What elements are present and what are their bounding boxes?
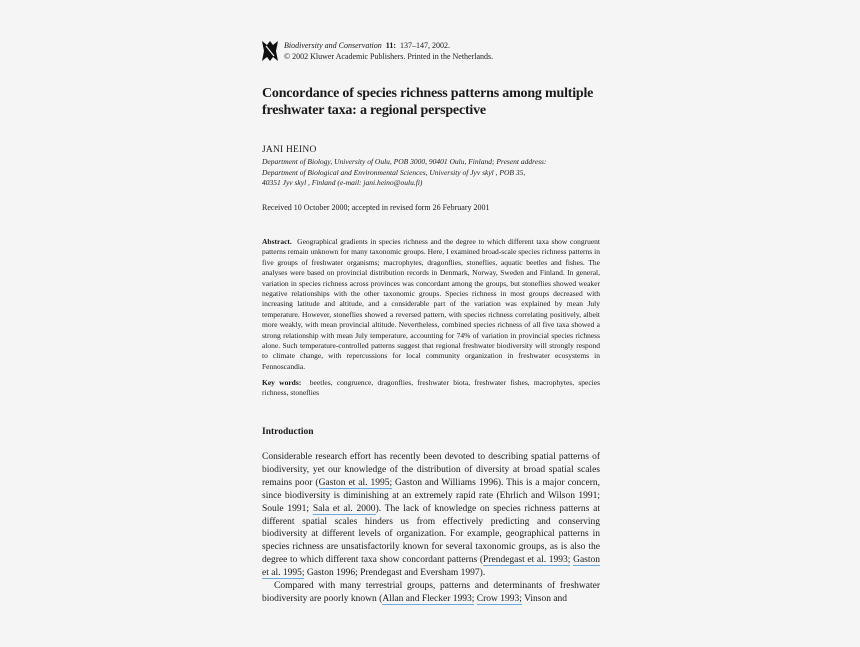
abstract — [262, 237, 600, 372]
article-title: Concordance of species richness patterns among multiple freshwater taxa: a regional perspective — [262, 86, 594, 118]
copyright-line: © 2002 Kluwer Academic Publishers. Printed in the Netherlands. — [284, 52, 494, 61]
abstract-text: Geographical gradients in species richness and the degree to which different taxa show congruent patterns remain unknown for many taxonomic groups. Here, I examined broad-scale species richness patterns in five groups of freshwater organisms; macrophytes, dragonflies, stoneflies, aquatic beetles and fishes. The analyses were based on provincial distribution records in Denmark, Norway, Sweden and Finland. In general, variation in species richness across provinces was concordant among the groups, but stoneflies showed weaker negative relationships with the other taxonomic groups. Species richness in most groups decreased with increasing latitude and altitude, and a considerable part of the variation was explained by mean July temperature. However, stoneflies showed a reversed pattern, with species richness correlating positively, albeit more weakly, with mean provincial altitude. Nevertheless, combined species richness of all five taxa showed a strong relationship with mean July temperature, accounting for 74% of variation in provincial species richness alone. Such temperature-controlled patterns suggest that regional freshwater biodiversity will strongly respond to climate change, with repercussions for local community organization in freshwater ecosystems in Fennoscandia. — [262, 237, 601, 371]
keywords — [262, 378, 600, 399]
keywords-text: beetles, congruence, dragonflies, freshwater biota, freshwater fishes, macrophytes, species richness, stoneflies — [262, 378, 601, 398]
citation-link[interactable]: Gaston et al. 1995; — [318, 477, 393, 488]
paragraph-text: Compared with many terrestrial groups, patterns and determinants of freshwater biodiversity are poorly known ( — [262, 581, 600, 604]
paragraph-text: Considerable research effort has recently been devoted to describing spatial patterns of biodiversity, yet our knowledge of the distribution of diversity at broad spatial scales remains poor ( — [262, 452, 600, 488]
journal-header — [262, 40, 600, 64]
journal-pages-year: 137–147, 2002. — [400, 41, 450, 50]
journal-volume: 11: — [385, 41, 396, 50]
citation-link[interactable]: Sala et al. 2000 — [312, 503, 376, 514]
kluwer-logo-icon — [262, 41, 278, 61]
citation-link[interactable]: Prendegast et al. 1993; — [483, 555, 571, 566]
author-name: JANI HEINO — [262, 145, 317, 155]
author-affiliation — [262, 157, 600, 189]
paragraph-text: Gaston 1996; Prendegast and Eversham 1997). — [304, 568, 486, 579]
paragraph — [262, 451, 600, 580]
journal-name: Biodiversity and Conservation — [284, 41, 382, 50]
citation-link[interactable]: Gaston et al. 1995; — [262, 555, 600, 579]
keywords-label: Key words: — [262, 378, 302, 387]
journal-citation — [284, 40, 493, 62]
received-dates: Received 10 October 2000; accepted in revised form 26 February 2001 — [262, 203, 490, 212]
introduction-body — [262, 451, 600, 606]
section-heading-introduction: Introduction — [262, 427, 314, 437]
paragraph — [262, 580, 600, 606]
journal-line-1 — [284, 40, 493, 51]
affiliation-line: Department of Biology, University of Oulu, POB 3000, 90401 Oulu, Finland; Present address: — [262, 157, 547, 166]
citation-link[interactable]: Crow 1993; — [476, 593, 522, 604]
paragraph-text: ). The lack of knowledge on species richness patterns at different spatial scales hinders us from effectively predicting and conserving biodiversity at different levels of organization. For example, geographical patterns in species richness are unsatisfactorily known for several taxonomic groups, as is also the degree to which different taxa show concordant patterns ( — [262, 503, 600, 566]
affiliation-line: 40351 Jyv skyl , Finland (e-mail: jani.heino@oulu.fi) — [262, 178, 423, 187]
abstract-label: Abstract. — [262, 237, 292, 246]
affiliation-line: Department of Biological and Environmental Sciences, University of Jyv skyl , POB 35, — [262, 167, 526, 177]
citation-link[interactable]: Allan and Flecker 1993; — [382, 593, 475, 604]
paragraph-text: Vinson and — [521, 593, 568, 604]
paragraph-text: Gaston and Williams 1996). This is a major concern, since biodiversity is diminishing at an extremely rapid rate (Ehrlich and Wilson 1991; Soule 1991; — [262, 477, 601, 514]
